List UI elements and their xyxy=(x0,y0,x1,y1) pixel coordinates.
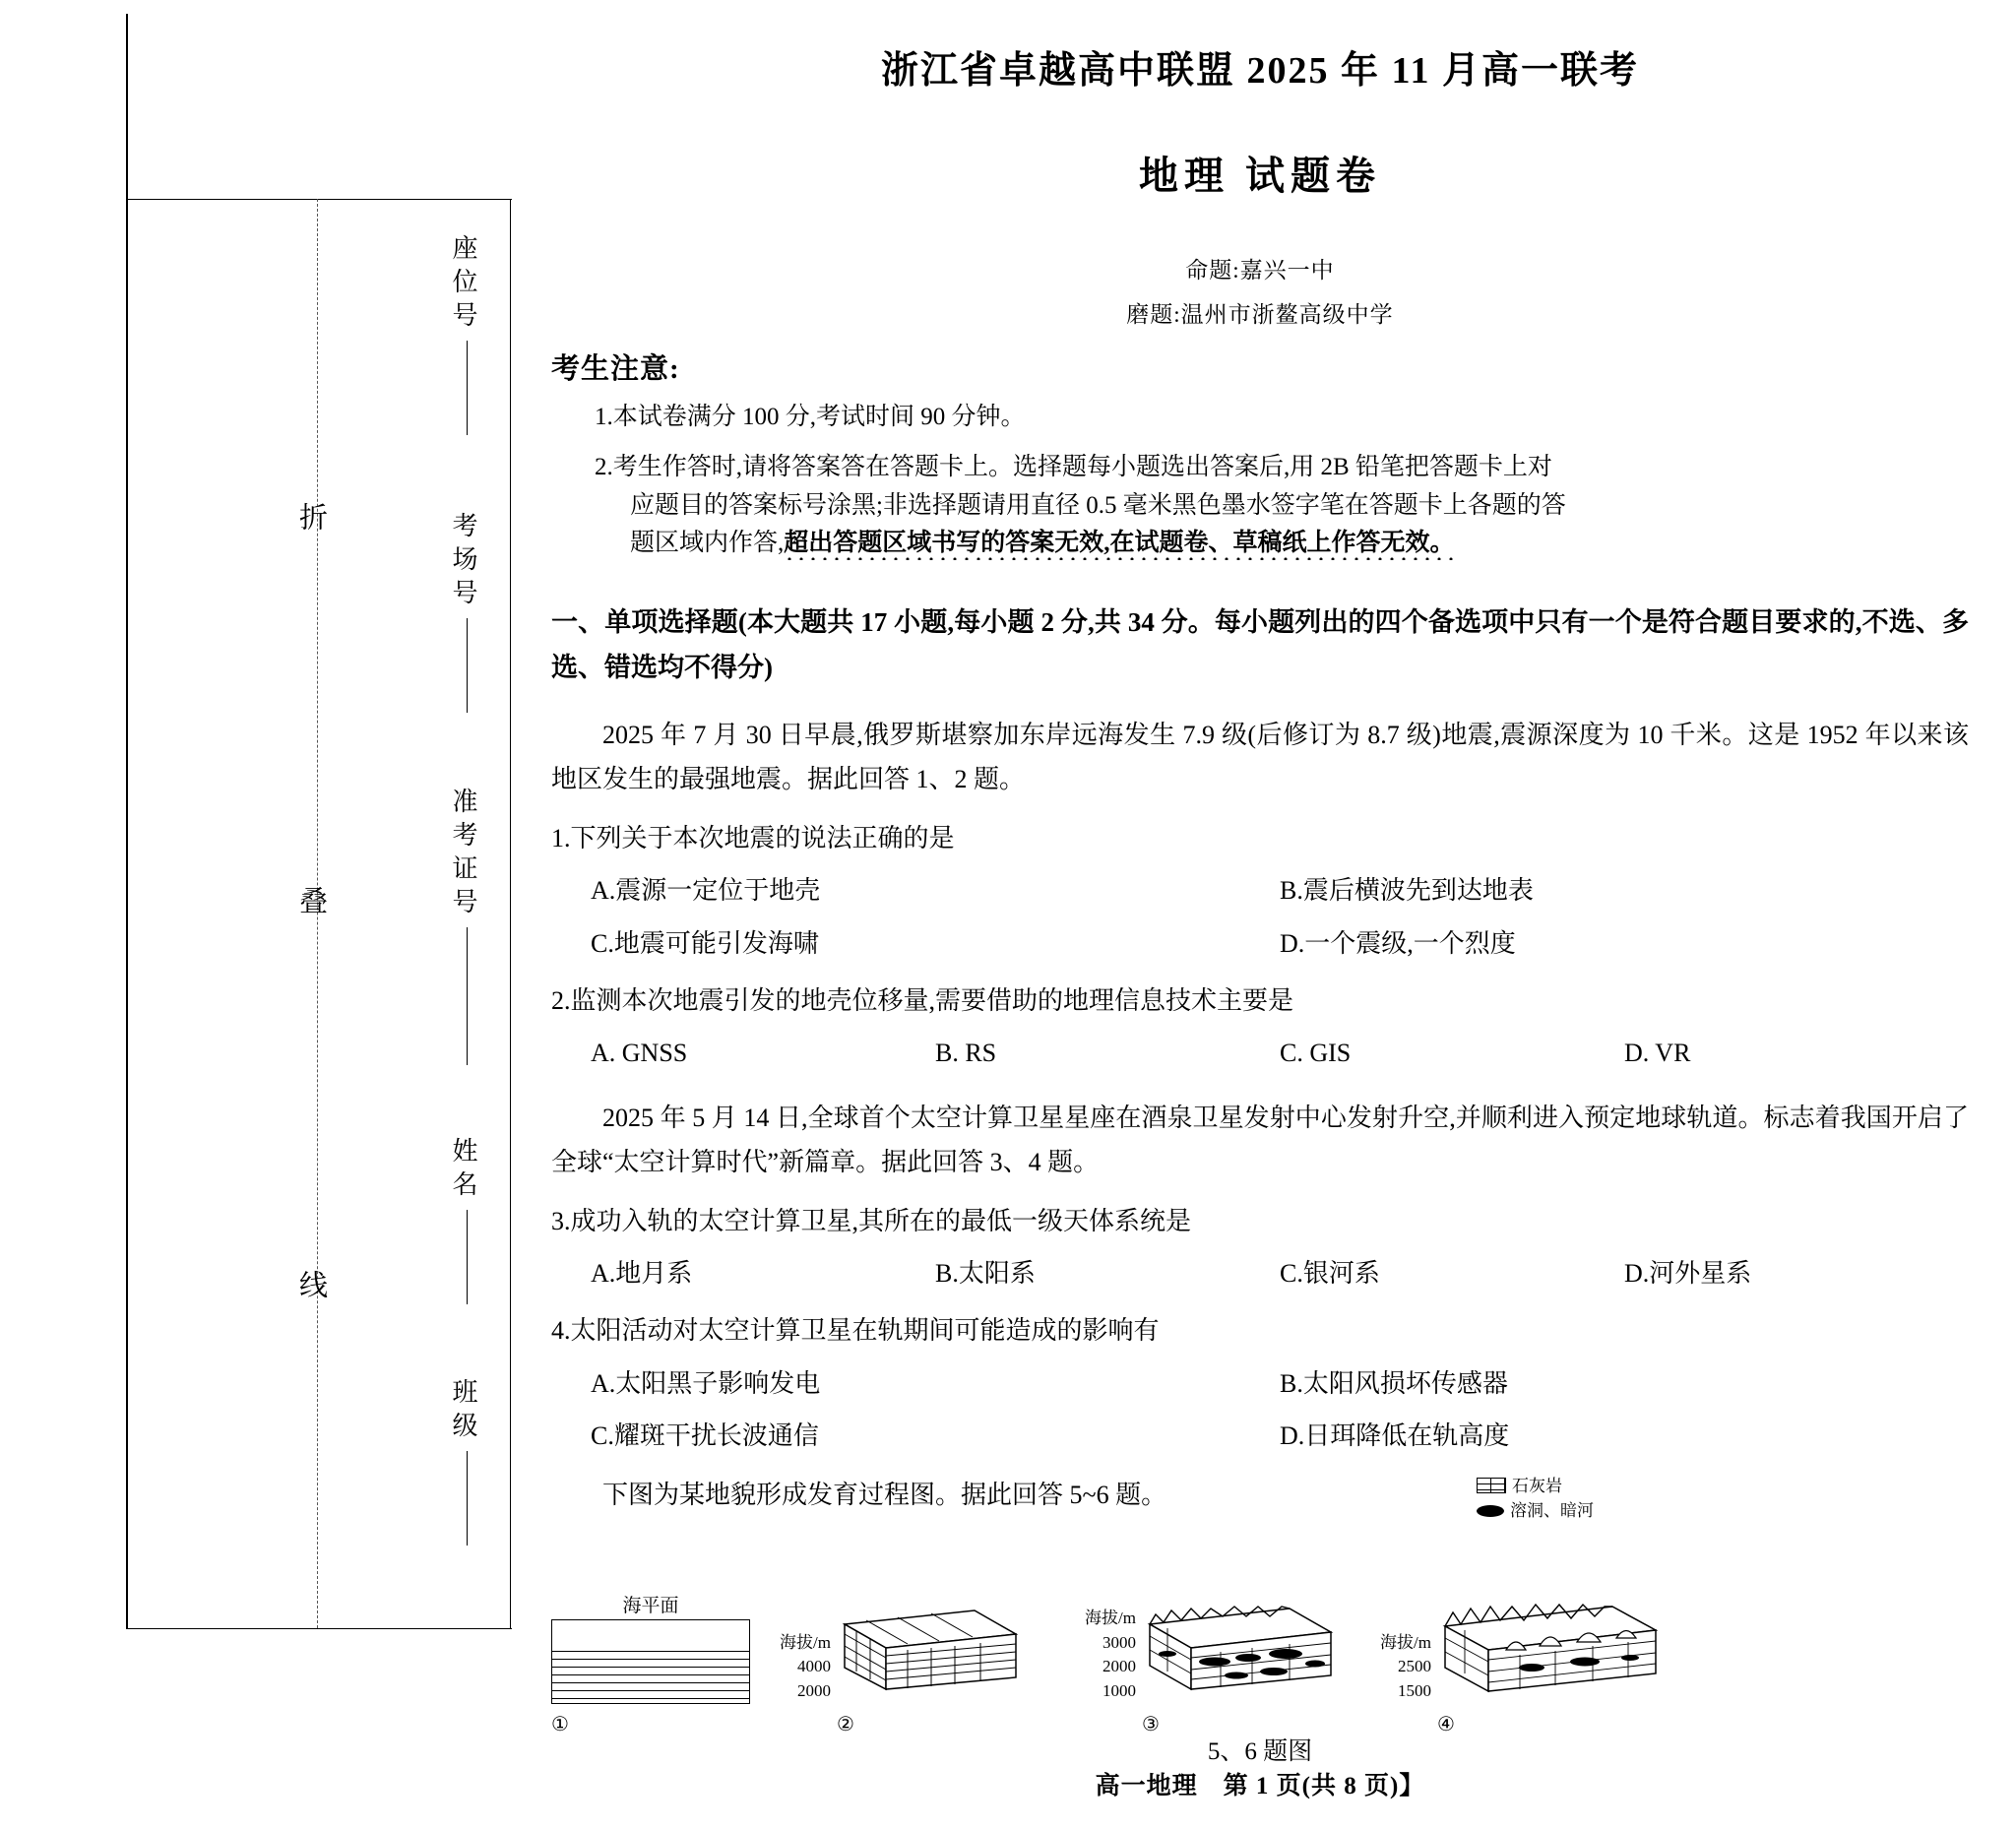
seal-word-die: 叠 xyxy=(295,886,327,928)
panel-3-number: ③ xyxy=(1142,1713,1160,1735)
field-exam-room xyxy=(445,512,488,713)
question-3-options xyxy=(551,1253,1969,1294)
panel-3-axis-label: 海拔/m xyxy=(1085,1609,1136,1628)
panel-1-inner-label: 海平面 xyxy=(552,1591,749,1617)
panel-2-number: ② xyxy=(837,1713,854,1735)
question-3-option-d[interactable]: D.河外星系 xyxy=(1624,1259,1752,1289)
field-class-rule xyxy=(467,1451,468,1546)
field-exam-room-label: 考场号 xyxy=(449,512,477,612)
passage-3: 下图为某地貌形成发育过程图。据此回答 5~6 题。 xyxy=(602,1480,1167,1509)
field-student-name xyxy=(445,1137,488,1304)
credit-author: 命题:嘉兴一中 xyxy=(1185,258,1335,283)
panel-4-tick-1: 2500 xyxy=(1398,1657,1431,1676)
seal-rail-right-divider xyxy=(510,199,511,1628)
legend-row-cave xyxy=(1477,1498,1594,1524)
question-1: 1.下列关于本次地震的说法正确的是 xyxy=(551,823,955,852)
figure-caption: 5、6 题图 xyxy=(1207,1737,1313,1765)
section-one-heading: 一、单项选择题(本大题共 17 小题,每小题 2 分,共 34 分。每小题列出的四个备选项中只有一个是符合题目要求的,不选、多选、错选均不得分) xyxy=(551,607,1969,682)
cave-swatch-icon xyxy=(1477,1505,1504,1517)
question-1-option-b[interactable]: B.震后横波先到达地表 xyxy=(1280,876,1534,906)
panel-2-axis xyxy=(780,1631,837,1704)
question-4-option-c[interactable]: C.耀斑干扰长波通信 xyxy=(591,1421,819,1451)
question-4-option-a[interactable]: A.太阳黑子影响发电 xyxy=(591,1368,821,1398)
question-4-options-2 xyxy=(551,1416,1969,1457)
question-4-options xyxy=(551,1363,1969,1405)
panel-2-block-diagram xyxy=(837,1591,1024,1699)
question-2-option-a[interactable]: A. GNSS xyxy=(591,1039,688,1068)
limestone-swatch-icon xyxy=(1477,1478,1506,1493)
panel-1-sea-block xyxy=(551,1595,750,1704)
question-1-option-a[interactable]: A.震源一定位于地壳 xyxy=(591,876,821,906)
question-4-option-b[interactable]: B.太阳风损坏传感器 xyxy=(1280,1368,1508,1398)
notice-item-2 xyxy=(551,449,1969,563)
panel-3-tick-1: 3000 xyxy=(1102,1632,1136,1652)
question-1-options-2 xyxy=(551,923,1969,965)
notice-item-2-line3-plain: 题区域内作答, xyxy=(630,530,785,557)
panel-2-axis-label: 海拔/m xyxy=(780,1632,831,1652)
notice-item-2-line3 xyxy=(595,525,1969,563)
seal-word-zhe: 折 xyxy=(295,502,327,544)
panel-2-tick-2: 2000 xyxy=(797,1681,831,1701)
panel-2-tick-1: 4000 xyxy=(797,1657,831,1676)
notice-item-2-line2: 应题目的答案标号涂黑;非选择题请用直径 0.5 毫米黑色墨水签字笔在答题卡上各题的答 xyxy=(630,491,1566,519)
question-3: 3.成功入轨的太空计算卫星,其所在的最低一级天体系统是 xyxy=(551,1206,1192,1235)
subject-title: 地理 试题卷 xyxy=(1139,154,1381,198)
figure-panel-3 xyxy=(1085,1585,1339,1735)
field-seat-rule xyxy=(467,341,468,435)
seal-rail-top-divider xyxy=(126,199,512,200)
field-student-name-rule xyxy=(467,1210,468,1304)
page-footer xyxy=(551,1762,1969,1807)
exam-content xyxy=(551,22,1969,1767)
field-seat xyxy=(445,234,488,435)
panel-3-tick-3: 1000 xyxy=(1102,1681,1136,1701)
panel-3-tick-2: 2000 xyxy=(1102,1657,1136,1676)
field-seat-label: 座位号 xyxy=(449,234,477,335)
seal-rail-bottom-divider xyxy=(126,1628,512,1629)
figure-panel-4 xyxy=(1380,1581,1664,1735)
credit-reviewer: 磨题:温州市浙鳌高级中学 xyxy=(1126,302,1394,327)
passage-1: 2025 年 7 月 30 日早晨,俄罗斯堪察加东岸远海发生 7.9 级(后修订为 8.7 级)地震,震源深度为 10 千米。这是 1952 年以来该地区发生的最强地震。据此回答 1、2 题。 xyxy=(551,720,1969,794)
figure-panel-2 xyxy=(780,1591,1024,1735)
notice-emphasis: 超出答题区域书写的答案无效,在试题卷、草稿纸上作答无效。 xyxy=(784,530,1455,557)
notice-item-1: 1.本试卷满分 100 分,考试时间 90 分钟。 xyxy=(595,404,1026,430)
question-2-option-b[interactable]: B. RS xyxy=(935,1039,997,1068)
question-3-option-b[interactable]: B.太阳系 xyxy=(935,1259,1036,1289)
question-1-option-d[interactable]: D.一个震级,一个烈度 xyxy=(1280,928,1516,958)
panel-4-number: ④ xyxy=(1437,1713,1455,1735)
question-2: 2.监测本次地震引发的地壳位移量,需要借助的地理信息技术主要是 xyxy=(551,985,1294,1015)
panel-1-number: ① xyxy=(551,1713,569,1735)
field-admission-ticket xyxy=(445,788,488,1065)
field-admission-ticket-rule xyxy=(467,927,468,1065)
figure-legend xyxy=(1477,1474,1594,1524)
question-4-option-d[interactable]: D.日珥降低在轨高度 xyxy=(1280,1421,1510,1451)
question-3-option-a[interactable]: A.地月系 xyxy=(591,1259,693,1289)
field-student-name-label: 姓名 xyxy=(449,1137,477,1204)
page-footer-text: 高一地理 第 1 页(共 8 页)】 xyxy=(1095,1773,1425,1799)
question-2-option-d[interactable]: D. VR xyxy=(1624,1039,1691,1068)
seal-word-xian: 线 xyxy=(295,1270,327,1312)
field-admission-ticket-label: 准考证号 xyxy=(449,788,477,921)
question-1-options xyxy=(551,870,1969,912)
panel-4-tick-2: 1500 xyxy=(1398,1681,1431,1701)
legend-label-limestone: 石灰岩 xyxy=(1512,1476,1562,1495)
panel-3-block-diagram xyxy=(1142,1585,1339,1699)
page-title: 浙江省卓越高中联盟 2025 年 11 月高一联考 xyxy=(881,50,1639,92)
notice-heading: 考生注意: xyxy=(551,353,680,385)
field-class xyxy=(445,1378,488,1546)
question-1-option-c[interactable]: C.地震可能引发海啸 xyxy=(591,928,819,958)
panel-1-sea-surface xyxy=(552,1620,749,1646)
question-4: 4.太阳活动对太空计算卫星在轨期间可能造成的影响有 xyxy=(551,1315,1160,1345)
panel-4-axis xyxy=(1380,1631,1437,1704)
field-exam-room-rule xyxy=(467,618,468,713)
passage-2: 2025 年 5 月 14 日,全球首个太空计算卫星星座在酒泉卫星发射中心发射升空,并顺利进入预定地球轨道。标志着我国开启了全球“太空计算时代”新篇章。据此回答 3、4 题。 xyxy=(551,1103,1969,1177)
legend-label-cave: 溶洞、暗河 xyxy=(1510,1501,1594,1521)
question-2-option-c[interactable]: C. GIS xyxy=(1280,1039,1352,1068)
panel-3-axis xyxy=(1085,1607,1142,1704)
field-class-label: 班级 xyxy=(449,1378,477,1445)
figure-panel-1 xyxy=(551,1595,748,1735)
legend-row-limestone xyxy=(1477,1474,1594,1499)
panel-4-axis-label: 海拔/m xyxy=(1380,1632,1431,1652)
question-3-option-c[interactable]: C.银河系 xyxy=(1280,1259,1380,1289)
question-2-options xyxy=(551,1033,1969,1074)
panel-4-block-diagram xyxy=(1437,1581,1664,1699)
notice-item-2-line1: 2.考生作答时,请将答案答在答题卡上。选择题每小题选出答案后,用 2B 铅笔把答题卡上对 xyxy=(595,453,1552,480)
